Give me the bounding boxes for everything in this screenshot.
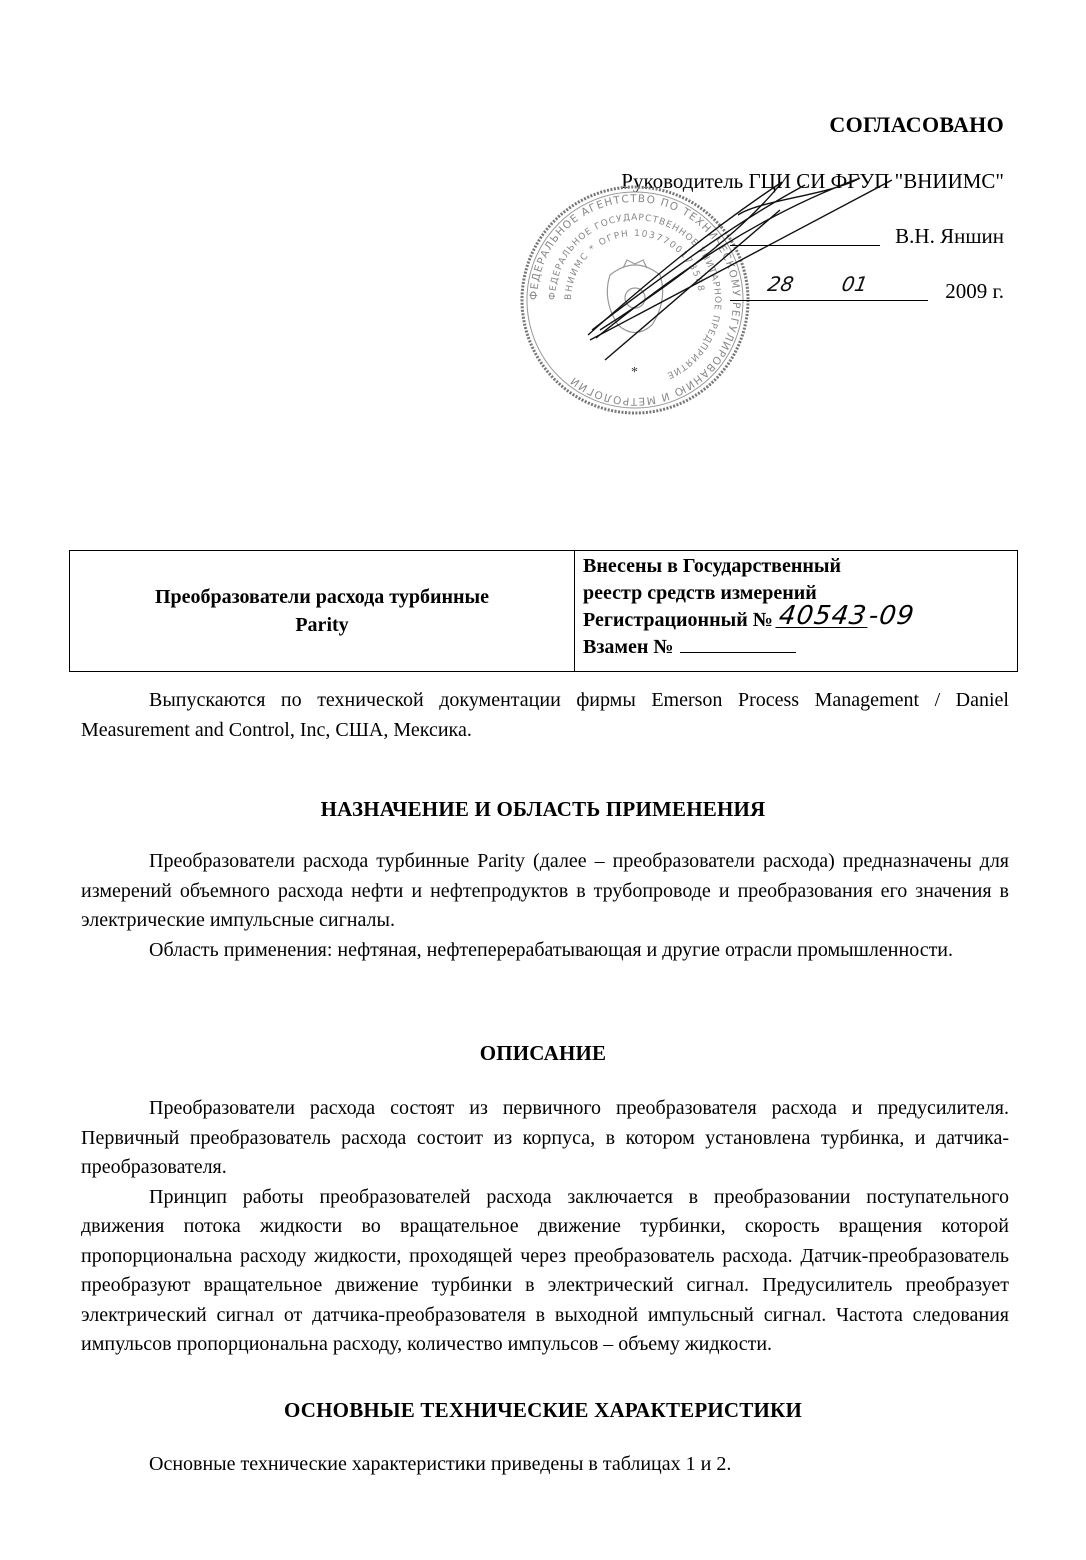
registry-line-1: Внесены в Государственный [583, 555, 842, 577]
date-line [730, 300, 928, 301]
intro-paragraph-block [81, 686, 1009, 745]
replaces-blank-field [680, 634, 796, 653]
section-specs-body [81, 1450, 1009, 1480]
registry-line-2: реестр средств измерений [583, 582, 817, 604]
svg-text:*: * [631, 365, 638, 380]
registry-info-cell [575, 551, 1017, 671]
registry-table [69, 550, 1018, 672]
section-heading-purpose: НАЗНАЧЕНИЕ И ОБЛАСТЬ ПРИМЕНЕНИЯ [320, 797, 766, 821]
stamp-center-text: ВНИИМС * ОГРН 1037700173588 [563, 228, 706, 301]
stamp-inner-text: ФЕДЕРАЛЬНОЕ ГОСУДАРСТВЕННОЕ УНИТАРНОЕ ПРЕДПРИЯТИЕ [547, 212, 723, 381]
registration-number: 40543 [776, 601, 869, 631]
replaces-label: Взамен № [583, 636, 674, 658]
description-paragraph-1: Преобразователи расхода состоят из первичного преобразователя расхода и предусилителя. Первичный преобразователь расхода состоит из корпуса, в котором установлена турбинка, и датчика-преобразователя. [81, 1097, 1009, 1178]
approval-title: СОГЛАСОВАНО [829, 112, 1004, 137]
product-name-cell [70, 551, 575, 671]
product-model: Parity [295, 614, 349, 636]
section-heading-description: ОПИСАНИЕ [479, 1041, 607, 1065]
signature-line [730, 245, 880, 246]
stamp-outer-text: ФЕДЕРАЛЬНОЕ АГЕНТСТВО ПО ТЕХНИЧЕСКОМУ РЕГУЛИРОВАНИЮ И МЕТРОЛОГИИ [527, 192, 743, 408]
section-purpose-body [81, 847, 1009, 965]
date-month: 01 [839, 272, 870, 296]
replaces-row [583, 634, 1017, 661]
date-day: 28 [765, 272, 796, 296]
product-name: Преобразователи расхода турбинные [154, 586, 490, 608]
specs-paragraph-1: Основные технические характеристики приведены в таблицах 1 и 2. [149, 1453, 732, 1475]
intro-paragraph: Выпускаются по технической документации фирмы Emerson Process Management / Daniel Measurement and Control, Inc, США, Мексика. [81, 689, 1009, 741]
purpose-paragraph-2: Область применения: нефтяная, нефтеперерабатывающая и другие отрасли промышленности. [149, 938, 954, 961]
purpose-paragraph-1: Преобразователи расхода турбинные Parity (далее – преобразователи расхода) предназначены для измерений объемного расхода нефти и нефтепродуктов в трубопроводе и преобразования его значения в электрические импульсные сигналы. [81, 850, 1009, 931]
date-year: 2009 г. [945, 279, 1004, 303]
signer-name: В.Н. Яншин [895, 224, 1004, 248]
registration-suffix: -09 [866, 601, 917, 631]
description-paragraph-2: Принцип работы преобразователей расхода заключается в преобразовании поступательного движения потока жидкости во вращательное движение турбинки, скорость вращения которой пропорциональна расходу жидкости, проходящей через преобразователь расхода. Датчик-преобразователь преобразуют вращательное движение турбинки в электрический сигнал. Предусилитель преобразует электрический сигнал от датчика-преобразователя в выходной импульсный сигнал. Частота следования импульсов пропорциональна расходу, количество импульсов – объему жидкости. [81, 1185, 1009, 1355]
registration-label: Регистрационный № [583, 609, 773, 631]
section-description-body [81, 1094, 1009, 1360]
registration-row [583, 601, 1017, 634]
approval-position: Руководитель ГЦИ СИ ФГУП "ВНИИМС" [621, 169, 1004, 193]
section-heading-specs: ОСНОВНЫЕ ТЕХНИЧЕСКИЕ ХАРАКТЕРИСТИКИ [283, 1398, 802, 1422]
signature-icon [560, 170, 900, 370]
